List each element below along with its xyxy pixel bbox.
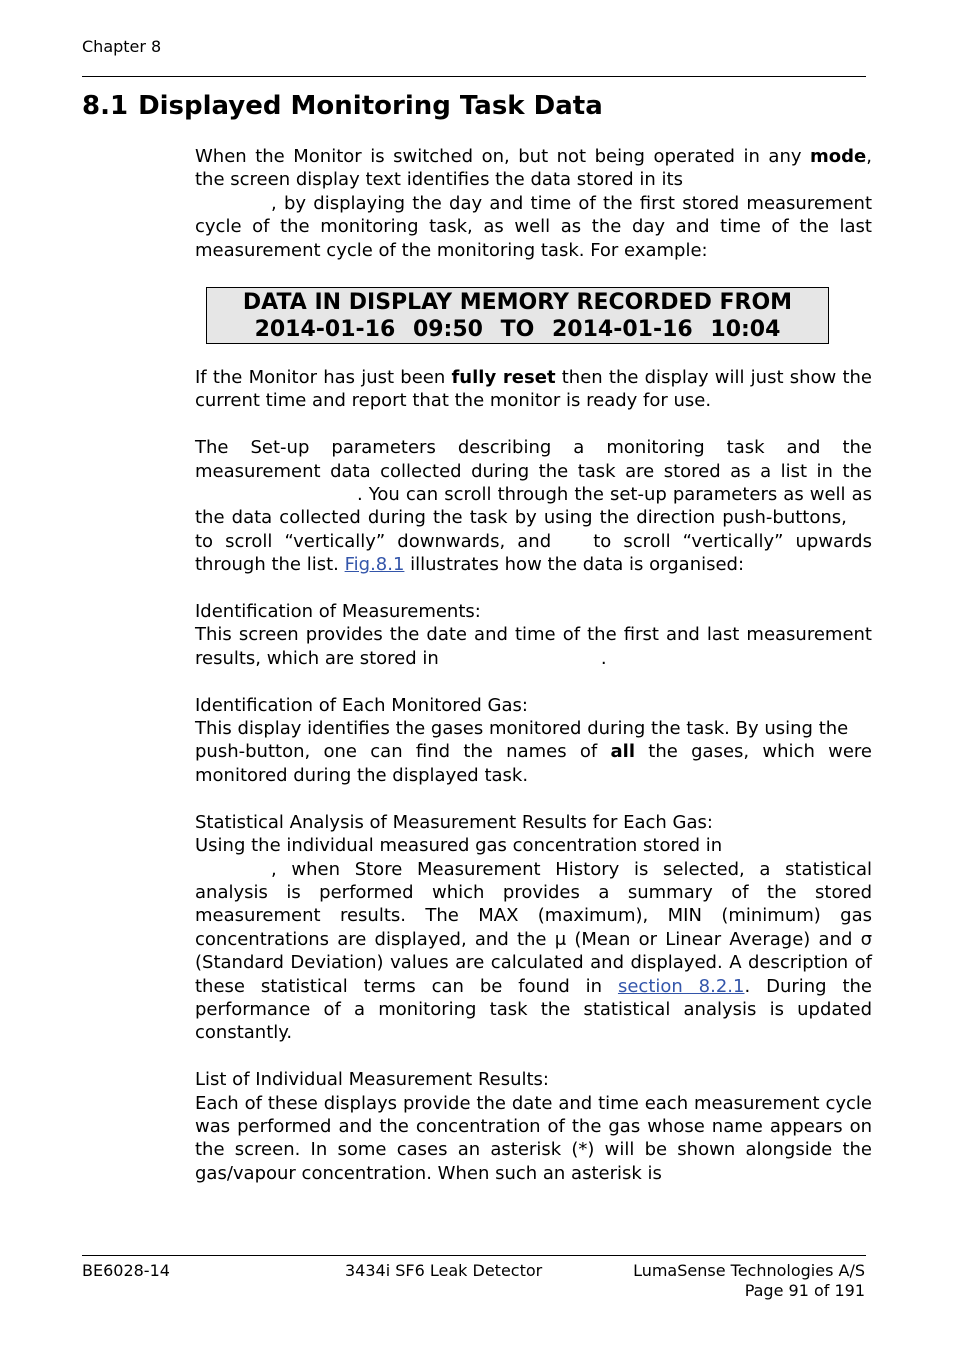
setup-paragraph: The Set-up parameters describing a monitoring task and the measurement data collected during the task are stored as a list in the. You can scroll through the set-up parameters as well as the data collected during the task by using the direction push-buttons, to scroll “vertically” downwards, and to scroll “vertically” upwards through the list. Fig.8.1 illustrates how the data is organised: [195, 437, 872, 576]
footer-product: 3434i SF6 Leak Detector [345, 1261, 543, 1280]
header-divider [82, 76, 866, 77]
identification-heading: Identification of Measurements: [195, 601, 481, 623]
all-term: all [610, 741, 636, 763]
fully-reset-term: fully reset [451, 367, 556, 389]
body-text [195, 145, 872, 1185]
section-title [82, 88, 603, 124]
display-memory-box [206, 287, 829, 344]
footer-divider [82, 1255, 866, 1256]
display-line-1: DATA IN DISPLAY MEMORY RECORDED FROM [242, 290, 793, 316]
footer-company: LumaSense Technologies A/S [633, 1261, 865, 1280]
mode-term: mode [810, 146, 867, 167]
fig-8-1-link[interactable]: Fig.8.1 [344, 554, 405, 576]
statistics-text: Using the individual measured gas concentration stored in , when Store Measurement History is selected, a statistical analysis is performed which provides a summary of the stored measurement results. The MAX (maximum), MIN (minimum) gas concentrations are displayed, and the μ (Mean or Linear Average) and σ (Standard Deviation) values are calculated and displayed. A description of these statistical terms can be found in section 8.2.1. During the performance of a monitoring task the statistical analysis is updated constantly. [195, 835, 872, 1044]
display-line-2: 2014-01-16 09:50 TO 2014-01-16 10:04 [254, 317, 781, 343]
section-number: 8.1 [82, 91, 129, 121]
chapter-header: Chapter 8 [82, 37, 162, 56]
identification-text: This screen provides the date and time of the first and last measurement results, which are stored in . [195, 624, 872, 669]
results-list-heading: List of Individual Measurement Results: [195, 1069, 549, 1091]
monitored-gas-text: This display identifies the gases monitored during the task. By using the push-button, one can find the names of all the gases, which were monitored during the displayed task. [195, 718, 873, 786]
monitored-gas-heading: Identification of Each Monitored Gas: [195, 694, 528, 716]
intro-paragraph: When the Monitor is switched on, but not being operated in any mode, the screen display text identifies the data stored in its , by displaying the day and time of the first stored measurement cycle of the monitoring task, as well as the day and time of the last measurement cycle of the monitoring task. For example: [195, 146, 872, 261]
statistics-heading: Statistical Analysis of Measurement Results for Each Gas: [195, 811, 713, 833]
section-8-2-1-link[interactable]: section 8.2.1 [617, 975, 745, 997]
reset-paragraph: If the Monitor has just been fully reset then the display will just show the current time and report that the monitor is ready for use. [195, 367, 872, 412]
section-title-text: Displayed Monitoring Task Data [138, 91, 603, 121]
footer-doc-id: BE6028-14 [82, 1261, 170, 1280]
footer-company-page [633, 1261, 865, 1301]
footer-page-number: Page 91 of 191 [744, 1281, 865, 1300]
results-list-text: Each of these displays provide the date and time each measurement cycle was performed and the concentration of the gas whose name appears on the screen. In some cases an asterisk (*) will be shown alongside the gas/vapour concentration. When such an asterisk is [195, 1092, 872, 1184]
